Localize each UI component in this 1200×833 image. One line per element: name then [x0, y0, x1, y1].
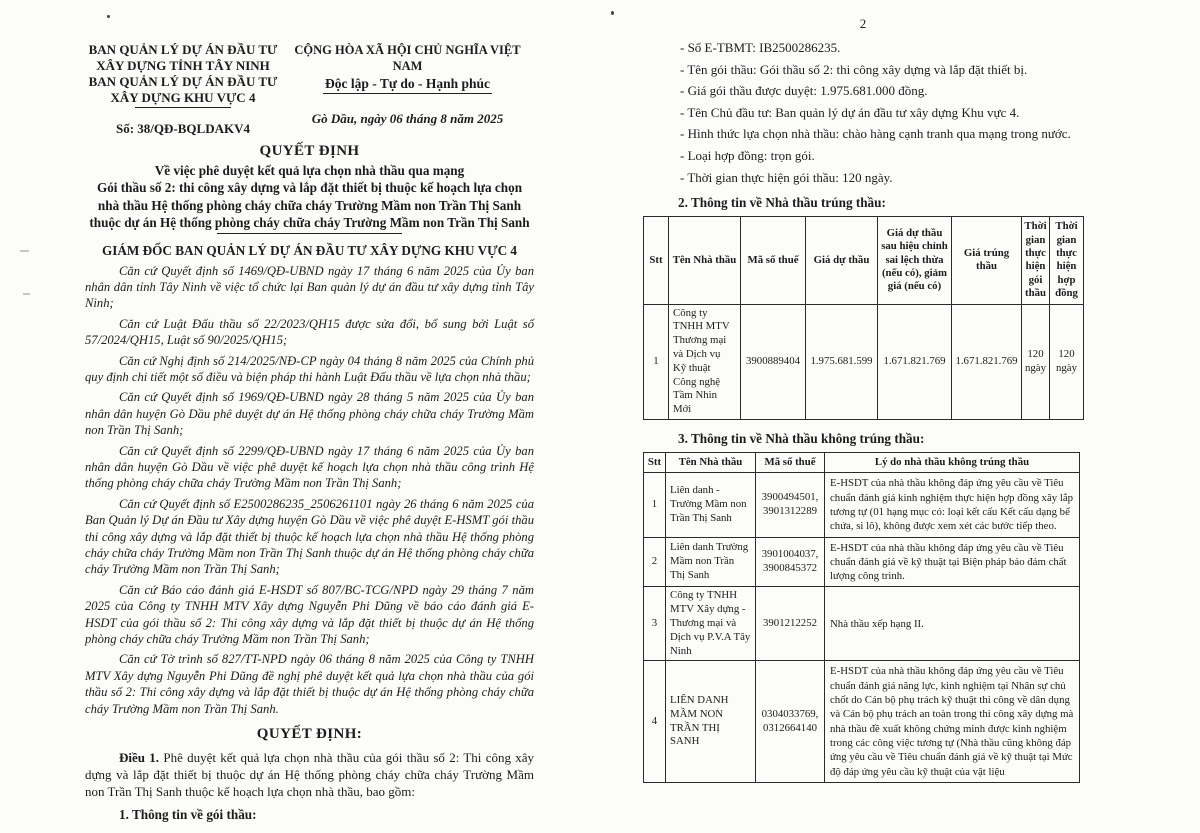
page-number: 2 — [859, 16, 867, 31]
org-name-line: XÂY DỰNG TỈNH TÂY NINH — [96, 58, 270, 73]
cell-bidder-name: Liên danh - Trường Mầm non Trần Thị Sanh — [666, 473, 756, 537]
list-item: - Tên Chủ đầu tư: Ban quản lý dự án đầu tư xây dựng Khu vực 4. — [680, 104, 1020, 120]
cell-stt: 4 — [644, 661, 666, 782]
cell-tax-id: 3900494501, 3901312289 — [756, 473, 825, 537]
list-item: - Giá gói thầu được duyệt: 1.975.681.000 đồng. — [680, 83, 928, 99]
underline-rule — [217, 233, 402, 234]
table-row — [644, 661, 1080, 782]
table-header-row — [644, 217, 1084, 304]
cell-tax-id: 0304033769, 0312664140 — [756, 661, 825, 782]
column-header: Giá dự thầu sau hiệu chỉnh sai lệch thừa (nếu có), giảm giá (nếu có) — [878, 217, 952, 304]
scan-speck — [107, 15, 110, 18]
cell-bidder-name: Liên danh Trường Mầm non Trần Thị Sanh — [666, 537, 756, 587]
authority-line: GIÁM ĐỐC BAN QUẢN LÝ DỰ ÁN ĐẦU TƯ XÂY DỰNG KHU VỰC 4 — [101, 242, 518, 258]
scan-speck — [20, 250, 29, 252]
cell-rejection-reason: E-HSDT của nhà thầu không đáp ứng yêu cầu về Tiêu chuẩn đánh giá về kỹ thuật tại Biện pháp bảo đảm chất lượng công trình. — [825, 537, 1080, 587]
article-1-paragraph — [85, 749, 534, 800]
column-header: Thời gian thực hiện gói thầu — [1022, 217, 1050, 304]
section-1-heading: 1. Thông tin về gói thầu: — [119, 807, 257, 823]
cell-tax-id: 3900889404 — [741, 304, 806, 419]
recital-paragraph: Căn cứ Nghị định số 214/2025/NĐ-CP ngày 04 tháng 8 năm 2025 của Chính phủ quy định chi tiết một số điều và biện pháp thi hành Luật Đấu thầu về lựa chọn nhà thầu; — [85, 353, 534, 384]
cell-stt: 3 — [644, 587, 666, 661]
underline-rule — [135, 107, 231, 108]
recital-paragraph: Căn cứ Quyết định số E2500286235_2506261101 ngày 26 tháng 6 năm 2025 của Ban Quản lý Dự án Đầu tư Xây dựng huyện Gò Dầu về việc phê duyệt E-HSMT gói thầu thi công xây dựng và lắp đặt thiết bị thuộc kế hoạch lựa chọn nhà thầu Hệ thống phòng cháy chữa cháy Trường Mầm non Trần Thị Sanh thuộc dự án Hệ thống phòng cháy chữa cháy Trường Mầm non Trần Thị Sanh; — [85, 496, 534, 577]
column-header: Stt — [644, 452, 666, 472]
cell-stt: 1 — [644, 304, 669, 419]
page-1 — [85, 42, 534, 823]
org-name-line: BAN QUẢN LÝ DỰ ÁN ĐẦU TƯ — [88, 42, 278, 57]
cell-package-duration: 120 ngày — [1022, 304, 1050, 419]
cell-rejection-reason: E-HSDT của nhà thầu không đáp ứng yêu cầu về Tiêu chuẩn đánh giá kinh nghiệm thực hiện hợp đồng xây lắp tương tự (01 hạng mục có: loại kết cấu Kết cấu dạng bể chứa, si lô), không được xem xét các bước tiếp theo. — [825, 473, 1080, 537]
recital-paragraph: Căn cứ Quyết định số 2299/QĐ-UBND ngày 17 tháng 6 năm 2025 của Ủy ban nhân dân huyện Gò Dầu về việc phê duyệt kế hoạch lựa chọn nhà thầu công trình Hệ thống phòng cháy chữa cháy Trường Mầm non Trần Thị Sanh; — [85, 443, 534, 491]
recital-paragraph: Căn cứ Luật Đấu thầu số 22/2023/QH15 được sửa đổi, bổ sung bởi Luật số 57/2024/QH15, Luật số 90/2025/QH15; — [85, 316, 534, 348]
national-motto: Độc lập - Tự do - Hạnh phúc — [323, 76, 492, 94]
issuing-org-block — [85, 42, 281, 137]
document-number: Số: 38/QĐ-BQLDAKV4 — [116, 121, 250, 136]
column-header: Mã số thuế — [756, 452, 825, 472]
list-item: - Thời gian thực hiện gói thầu: 120 ngày. — [680, 169, 893, 185]
article-1-label: Điều 1. — [119, 750, 160, 766]
cell-rejection-reason: E-HSDT của nhà thầu không đáp ứng yêu cầu về Tiêu chuẩn đánh giá năng lực, kinh nghiệm tại Nhân sự chủ chốt do Cán bộ phụ trách kỹ thuật thi công về dân dụng và Cán bộ phụ trách an toàn trong thi công xây dựng mà nhà thầu đề xuất không chứng minh được kinh nghiệm trong các công việc tương tự (Nhà thầu cũng không đáp ứng yêu cầu về Tiêu chuẩn đánh giá về kỹ thuật tại Mức độ đáp ứng yêu cầu kỹ thuật của vật liệu — [825, 661, 1080, 782]
table-row — [644, 304, 1084, 419]
table-row — [644, 537, 1080, 587]
column-header: Tên Nhà thầu — [666, 452, 756, 472]
cell-bidder-name: Công ty TNHH MTV Thương mại và Dịch vụ Kỹ thuật Công nghệ Tầm Nhìn Mới — [669, 304, 741, 419]
table-row — [644, 587, 1080, 661]
column-header: Thời gian thực hiện hợp đồng — [1050, 217, 1084, 304]
table-header-row — [644, 452, 1080, 472]
winning-bidder-table — [643, 216, 1084, 420]
column-header: Lý do nhà thầu không trúng thầu — [825, 452, 1080, 472]
column-header: Tên Nhà thầu — [669, 217, 741, 304]
section-3-heading: 3. Thông tin về Nhà thầu không trúng thầu: — [678, 430, 925, 446]
cell-stt: 1 — [644, 473, 666, 537]
cell-rejection-reason: Nhà thầu xếp hạng II. — [825, 587, 1080, 661]
losing-bidders-table — [643, 452, 1080, 783]
national-motto-wrap — [281, 74, 534, 94]
org-name-line: BAN QUẢN LÝ DỰ ÁN ĐẦU TƯ — [88, 74, 278, 89]
column-header: Giá dự thầu — [806, 217, 878, 304]
recital-paragraph: Căn cứ Quyết định số 1969/QĐ-UBND ngày 28 tháng 5 năm 2025 của Ủy ban nhân dân huyện Gò Dầu phê duyệt dự án Hệ thống phòng cháy chữa cháy Trường Mầm non Trần Thị Sanh; — [85, 390, 534, 438]
decision-title-block — [85, 143, 534, 234]
section-2-heading: 2. Thông tin về Nhà thầu trúng thầu: — [678, 195, 886, 211]
scan-speck — [611, 11, 614, 15]
page1-header — [85, 42, 534, 137]
place-date-line: Gò Dầu, ngày 06 tháng 8 năm 2025 — [311, 111, 504, 126]
recital-paragraph: Căn cứ Báo cáo đánh giá E-HSDT số 807/BC-TCG/NPD ngày 29 tháng 7 năm 2025 của Công ty TNHH MTV Xây dựng Nguyễn Phi Dũng về báo cáo đánh giá E-HSDT của gói thầu số 2: Thi công xây dựng và lắp đặt thiết bị thuộc dự án Hệ thống phòng cháy chữa cháy Trường Mầm non Trần Thị Sanh; — [85, 582, 534, 647]
national-header-block — [281, 42, 534, 137]
cell-contract-duration: 120 ngày — [1050, 304, 1084, 419]
column-header: Stt — [644, 217, 669, 304]
org-name-line: XÂY DỰNG KHU VỰC 4 — [110, 90, 256, 105]
decision-title: QUYẾT ĐỊNH — [259, 143, 360, 159]
list-item: - Hình thức lựa chọn nhà thầu: chào hàng cạnh tranh qua mạng trong nước. — [680, 126, 1071, 142]
article-1-text: Phê duyệt kết quả lựa chọn nhà thầu của gói thầu số 2: Thi công xây dựng và lắp đặt thiết bị thuộc dự án Hệ thống phòng cháy chữa cháy Trường Mầm non Trần Thị Sanh thuộc kế hoạch lựa chọn nhà thầu, bao gồm: — [85, 750, 535, 800]
cell-bidder-name: Công ty TNHH MTV Xây dựng - Thương mại và Dịch vụ P.V.A Tây Ninh — [666, 587, 756, 661]
list-item: - Tên gói thầu: Gói thầu số 2: thi công xây dựng và lắp đặt thiết bị. — [680, 61, 1028, 77]
cell-tax-id: 3901212252 — [756, 587, 825, 661]
cell-bidder-name: LIÊN DANH MẦM NON TRẦN THỊ SANH — [666, 661, 756, 782]
cell-award-price: 1.671.821.769 — [952, 304, 1022, 419]
national-title: CỘNG HÒA XÃ HỘI CHỦ NGHĨA VIỆT NAM — [294, 43, 521, 73]
recital-paragraph: Căn cứ Tờ trình số 827/TT-NPD ngày 06 tháng 8 năm 2025 của Công ty TNHH MTV Xây dựng Nguyễn Phi Dũng đề nghị phê duyệt kết quả lựa chọn nhà thầu của gói thầu số 2: Thi công xây dựng và lắp đặt thiết bị thuộc dự án Hệ thống phòng cháy chữa cháy Trường Mầm non Trần Thị Sanh. — [85, 652, 534, 716]
page-2 — [643, 16, 1113, 783]
column-header: Giá trúng thầu — [952, 217, 1022, 304]
decision-subtitle: Về việc phê duyệt kết quả lựa chọn nhà thầu qua mạng — [154, 163, 465, 178]
cell-tax-id: 3901004037, 3900845372 — [756, 537, 825, 587]
list-item: - Số E-TBMT: IB2500286235. — [680, 40, 841, 55]
package-info-list — [643, 37, 1113, 188]
scan-speck — [23, 293, 30, 295]
table-row — [644, 473, 1080, 537]
cell-bid-price: 1.975.681.599 — [806, 304, 878, 419]
column-header: Mã số thuế — [741, 217, 806, 304]
decision-subject: Gói thầu số 2: thi công xây dựng và lắp đặt thiết bị thuộc kế hoạch lựa chọn nhà thầu Hệ thống phòng cháy chữa cháy Trường Mầm non Trần Thị Sanh thuộc dự án Hệ thống phòng cháy chữa cháy Trường Mầm non Trần Thị Sanh — [89, 180, 530, 230]
decision-heading: QUYẾT ĐỊNH: — [256, 726, 363, 743]
recital-paragraph: Căn cứ Quyết định số 1469/QĐ-UBND ngày 17 tháng 6 năm 2025 của Ủy ban nhân dân tỉnh Tây Ninh về việc tổ chức lại Ban quản lý dự án đầu tư xây dựng tỉnh Tây Ninh; — [85, 263, 534, 311]
cell-adjusted-price: 1.671.821.769 — [878, 304, 952, 419]
list-item: - Loại hợp đồng: trọn gói. — [680, 147, 815, 163]
cell-stt: 2 — [644, 537, 666, 587]
